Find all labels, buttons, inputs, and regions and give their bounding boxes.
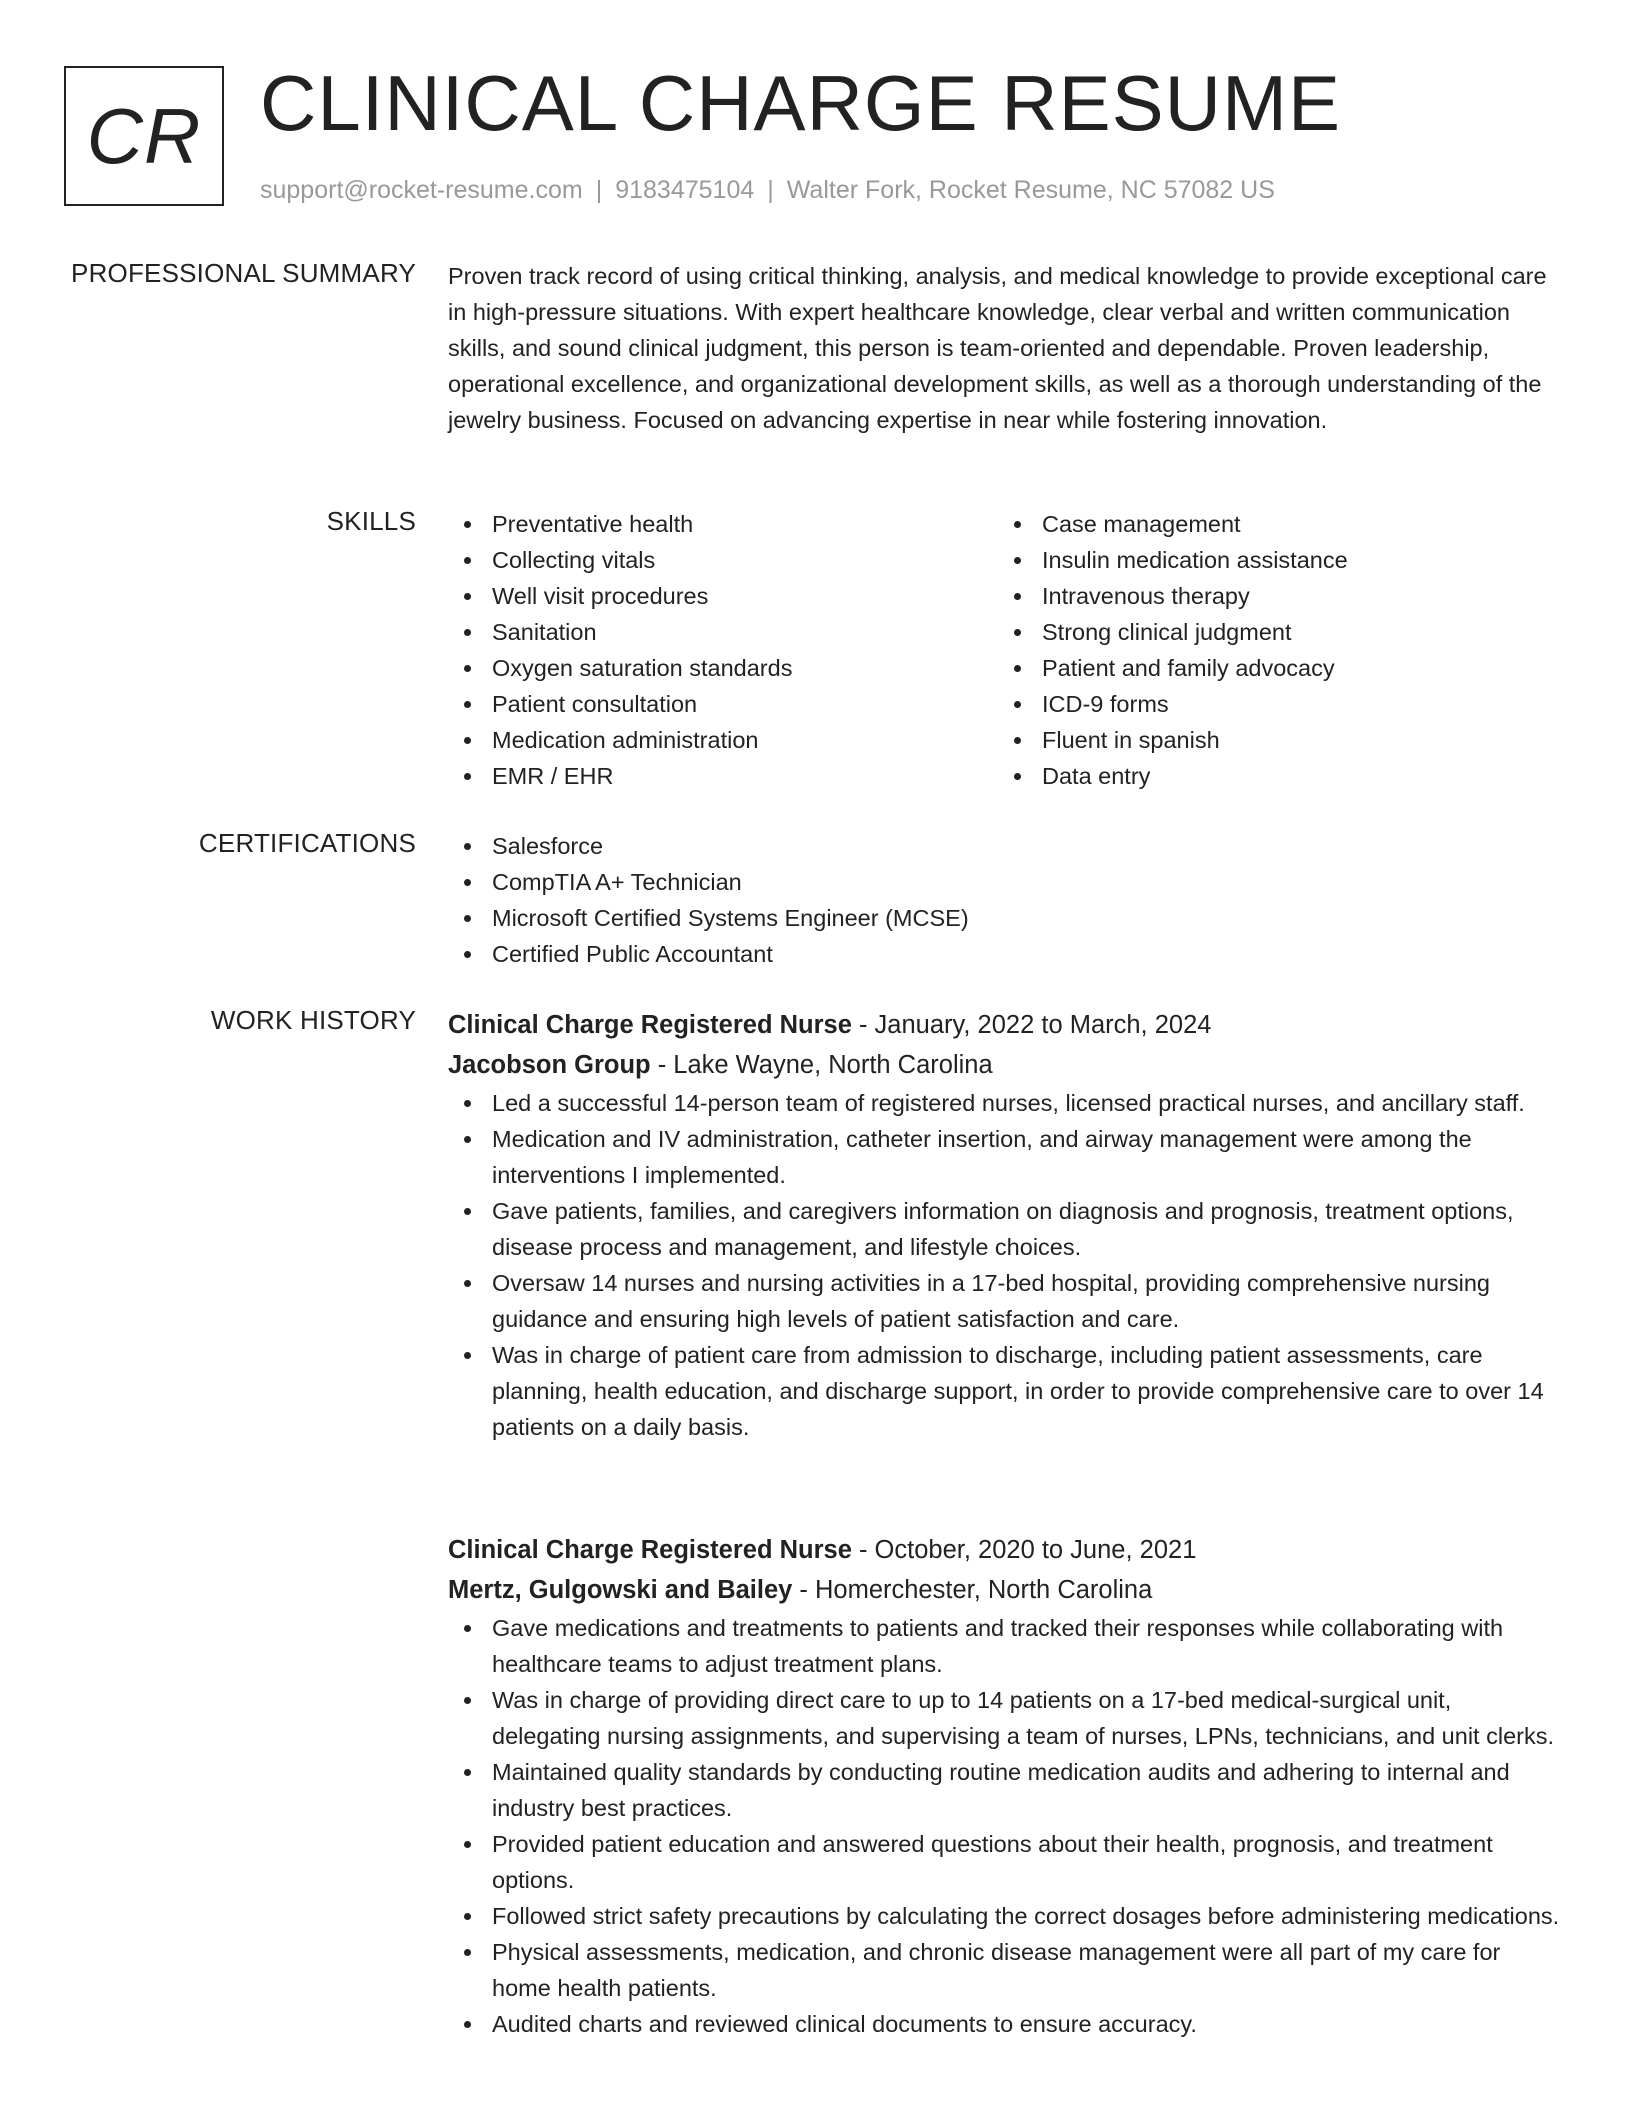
skill-item: Preventative health [448, 506, 998, 542]
contact-phone: 9183475104 [615, 176, 755, 204]
job-duties-list [448, 1610, 1564, 2042]
job-duty: Physical assessments, medication, and chronic disease management were all part of my care for home health patients. [448, 1934, 1564, 2006]
contact-separator: | [767, 176, 774, 204]
job-dates: - January, 2022 to March, 2024 [851, 1011, 1212, 1039]
job-entry [448, 1005, 1564, 1445]
skill-item: Well visit procedures [448, 578, 998, 614]
job-duty: Led a successful 14-person team of registered nurses, licensed practical nurses, and ancillary staff. [448, 1085, 1564, 1121]
section-label-certifications: CERTIFICATIONS [198, 828, 416, 858]
skills-list-left [448, 506, 998, 794]
skill-item: Data entry [998, 758, 1548, 794]
skill-item: Sanitation [448, 614, 998, 650]
job-title: Clinical Charge Registered Nurse [448, 1011, 852, 1039]
job-location: - Lake Wayne, North Carolina [650, 1051, 993, 1079]
certification-item: CompTIA A+ Technician [448, 864, 1564, 900]
job-duty: Followed strict safety precautions by calculating the correct dosages before administering medications. [448, 1898, 1564, 1934]
job-company: Mertz, Gulgowski and Bailey [448, 1576, 793, 1604]
certifications-list [448, 828, 1564, 972]
skill-item: Fluent in spanish [998, 722, 1548, 758]
skill-item: Intravenous therapy [998, 578, 1548, 614]
job-duties-list [448, 1085, 1564, 1445]
job-dates: - October, 2020 to June, 2021 [851, 1536, 1197, 1564]
skill-item: Strong clinical judgment [998, 614, 1548, 650]
job-duty: Medication and IV administration, catheter insertion, and airway management were among the interventions I implemented. [448, 1121, 1564, 1193]
job-duty: Oversaw 14 nurses and nursing activities in a 17-bed hospital, providing comprehensive nursing guidance and ensuring high levels of patient satisfaction and care. [448, 1265, 1564, 1337]
job-duty: Gave patients, families, and caregivers information on diagnosis and prognosis, treatment options, disease process and management, and lifestyle choices. [448, 1193, 1564, 1265]
contact-separator: | [595, 176, 603, 204]
skills-body [448, 506, 1564, 794]
summary-text: Proven track record of using critical thinking, analysis, and medical knowledge to provide exceptional care in high-pressure situations. With expert healthcare knowledge, clear verbal and written communication skills, and sound clinical judgment, this person is team-oriented and dependable. Proven leadership, operational excellence, and organizational development skills, as well as a thorough understanding of the jewelry business. Focused on advancing expertise in near while fostering innovation. [448, 263, 1547, 433]
skill-item: Insulin medication assistance [998, 542, 1548, 578]
job-employer [448, 1570, 1564, 1610]
job-duty: Provided patient education and answered questions about their health, prognosis, and treatment options. [448, 1826, 1564, 1898]
job-duty: Audited charts and reviewed clinical documents to ensure accuracy. [448, 2006, 1564, 2042]
job-employer [448, 1045, 1564, 1085]
job-duty: Maintained quality standards by conducting routine medication audits and adhering to internal and industry best practices. [448, 1754, 1564, 1826]
certifications-body [448, 828, 1564, 972]
skill-item: EMR / EHR [448, 758, 998, 794]
skill-item: Oxygen saturation standards [448, 650, 998, 686]
skills-list-right [998, 506, 1548, 794]
skill-item: Patient consultation [448, 686, 998, 722]
job-title: Clinical Charge Registered Nurse [448, 1536, 852, 1564]
contact-email: support@rocket-resume.com [260, 176, 583, 204]
contact-address: Walter Fork, Rocket Resume, NC 57082 US [786, 176, 1275, 204]
monogram-badge: CR [64, 66, 224, 206]
skill-item: Patient and family advocacy [998, 650, 1548, 686]
job-duty: Gave medications and treatments to patients and tracked their responses while collaborating with healthcare teams to adjust treatment plans. [448, 1610, 1564, 1682]
job-entry [448, 1530, 1564, 2042]
job-heading [448, 1530, 1564, 1570]
skill-item: Collecting vitals [448, 542, 998, 578]
job-duty: Was in charge of providing direct care to up to 14 patients on a 17-bed medical-surgical unit, delegating nursing assignments, and supervising a team of nurses, LPNs, technicians, and unit clerks. [448, 1682, 1564, 1754]
certification-item: Salesforce [448, 828, 1564, 864]
certification-item: Certified Public Accountant [448, 936, 1564, 972]
section-label-work-history: WORK HISTORY [210, 1005, 416, 1035]
section-label-summary: PROFESSIONAL SUMMARY [71, 258, 416, 288]
section-label-skills: SKILLS [326, 506, 416, 536]
contact-line [260, 176, 1275, 205]
skill-item: Case management [998, 506, 1548, 542]
job-location: - Homerchester, North Carolina [792, 1576, 1153, 1604]
resume-title: CLINICAL CHARGE RESUME [260, 59, 1341, 147]
summary-body [448, 258, 1564, 438]
job-heading [448, 1005, 1564, 1045]
job-duty: Was in charge of patient care from admission to discharge, including patient assessments, care planning, health education, and discharge support, in order to provide comprehensive care to over 14 patients on a daily basis. [448, 1337, 1564, 1445]
job-company: Jacobson Group [448, 1051, 651, 1079]
skill-item: ICD-9 forms [998, 686, 1548, 722]
certification-item: Microsoft Certified Systems Engineer (MCSE) [448, 900, 1564, 936]
skill-item: Medication administration [448, 722, 998, 758]
